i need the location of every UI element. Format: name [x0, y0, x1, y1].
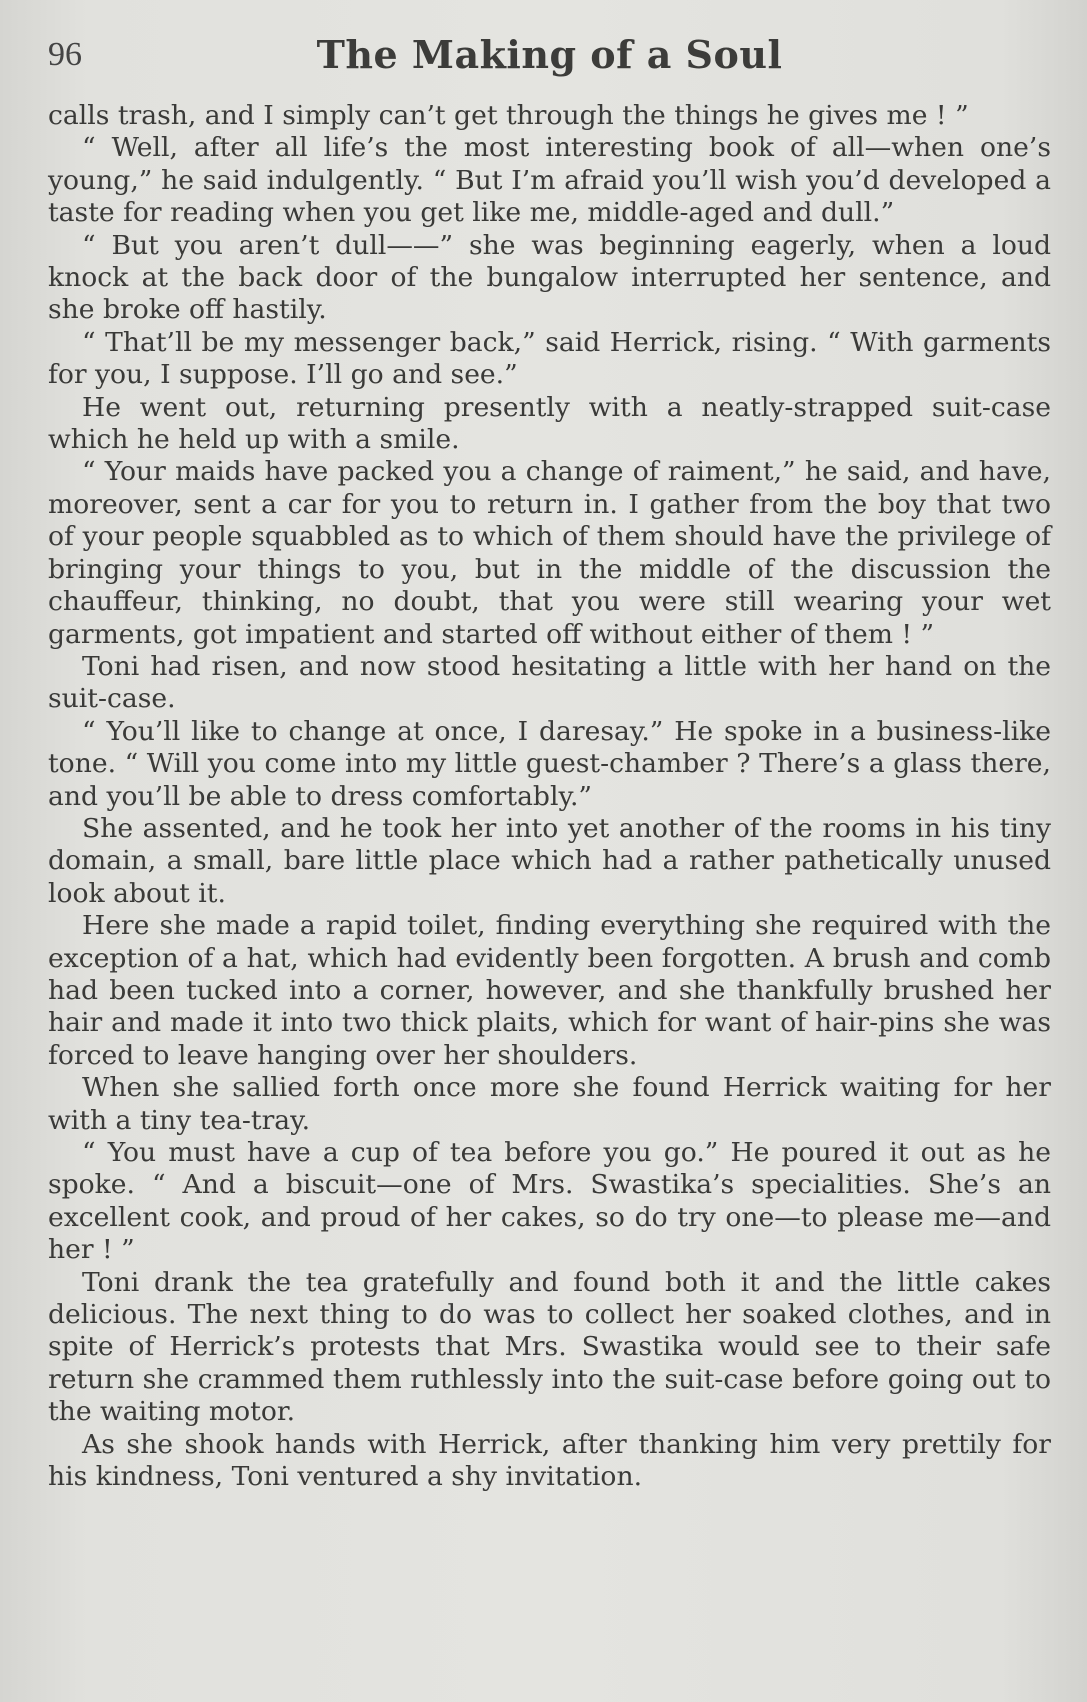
paragraph: She assented, and he took her into yet another of the rooms in his tiny domain, a small, bare little place which had a rather pathetically unused look about it. [48, 812, 1051, 909]
page-number: 96 [48, 36, 82, 73]
paragraph: Toni had risen, and now stood hesitating a little with her hand on the suit-case. [48, 650, 1051, 715]
running-head [48, 28, 1051, 100]
paragraph: He went out, returning presently with a neatly-strapped suit-case which he held up with a smile. [48, 391, 1051, 456]
paragraph: calls trash, and I simply can’t get through the things he gives me ! ” [48, 100, 969, 131]
paragraph: Here she made a rapid toilet, finding everything she required with the exception of a hat, which had evidently been forgotten. A brush and comb had been tucked into a corner, however, and she thankfully brushed her hair and made it into two thick plaits, which for want of hair-pins she was forced to leave hanging over her shoulders. [48, 910, 1051, 1071]
paragraph: “ Well, after all life’s the most interesting book of all—when one’s young,” he said indulgently. “ But I’m afraid you’ll wish you’d developed a taste for reading when you get like me, middle-aged and dull.” [48, 132, 1051, 229]
paragraph: As she shook hands with Herrick, after thanking him very prettily for his kindness, Toni ventured a shy invitation. [48, 1428, 1051, 1493]
paragraph: “ That’ll be my messenger back,” said Herrick, rising. “ With garments for you, I suppose. I’ll go and see.” [48, 326, 1051, 391]
paragraph: Toni drank the tea gratefully and found both it and the little cakes delicious. The next thing to do was to collect her soaked clothes, and in spite of Herrick’s protests that Mrs. Swastika would see to their safe return she crammed them ruthlessly into the suit-case before going out to the waiting motor. [48, 1266, 1051, 1428]
paragraph: “ You’ll like to change at once, I daresay.” He spoke in a business-like tone. “ Will you come into my little guest-chamber ? There’s a glass there, and you’ll be able to dress comfortably.” [48, 715, 1051, 812]
running-title: The Making of a Soul [316, 32, 783, 77]
paragraph: When she sallied forth once more she found Herrick waiting for her with a tiny tea-tray. [48, 1072, 1051, 1136]
paragraph: “ Your maids have packed you a change of raiment,” he said, and have, moreover, sent a car for you to return in. I gather from the boy that two of your people squabbled as to which of them should have the privilege of bringing your things to you, but in the middle of the discussion the chauffeur, thinking, no doubt, that you were still wearing your wet garments, got impatient and started off without either of them ! ” [48, 456, 1051, 650]
body-text [48, 100, 1051, 1493]
paragraph: “ You must have a cup of tea before you go.” He poured it out as he spoke. “ And a biscuit—one of Mrs. Swastika’s specialities. She’s an excellent cook, and proud of her cakes, so do try one—to please me—and her ! ” [48, 1137, 1051, 1266]
paragraph: “ But you aren’t dull——” she was beginning eagerly, when a loud knock at the back door of the bungalow interrupted her sentence, and she broke off hastily. [48, 229, 1051, 326]
